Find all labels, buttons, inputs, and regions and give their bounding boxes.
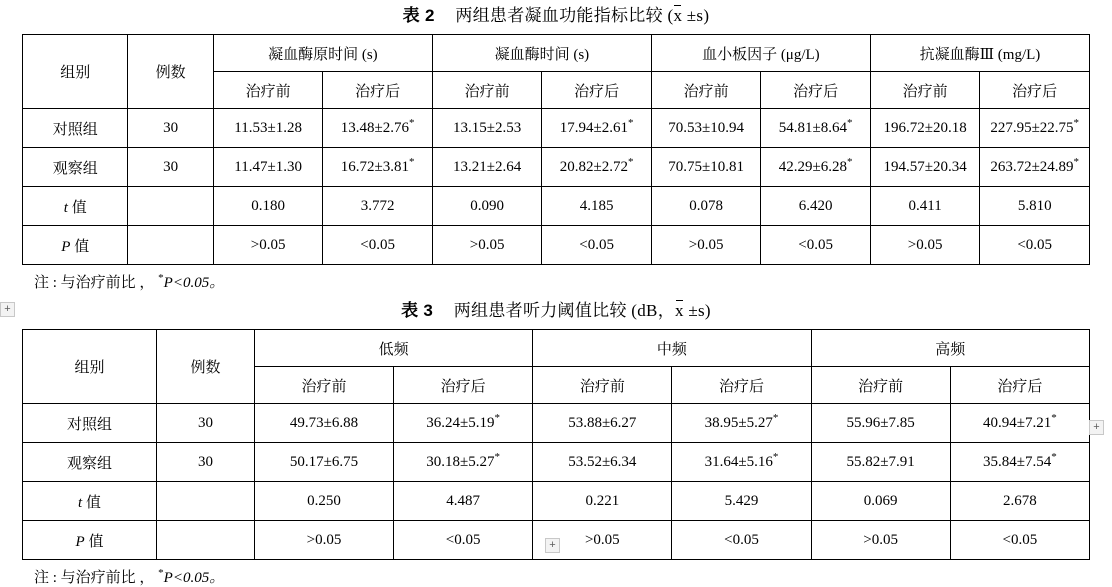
cell-value: 5.810 — [980, 187, 1090, 226]
table-note-3 — [0, 560, 1112, 587]
cell-value: >0.05 — [254, 521, 393, 560]
table-row — [23, 148, 1090, 187]
table-note-2 — [0, 265, 1112, 292]
asterisk-icon: * — [408, 155, 415, 168]
asterisk-icon: * — [408, 116, 415, 129]
table-note-2-stat: P<0.05。 — [163, 275, 225, 291]
asterisk-icon: * — [846, 116, 853, 129]
asterisk-icon: * — [158, 272, 164, 284]
row-count: 30 — [157, 443, 255, 482]
cell-value: 30.18±5.27* — [394, 443, 533, 482]
cell-value: 0.090 — [432, 187, 542, 226]
cell-value: 55.82±7.91 — [811, 443, 950, 482]
cell-value: 5.429 — [672, 482, 811, 521]
row-label: P 值 — [23, 226, 128, 265]
cell-value: 70.75±10.81 — [651, 148, 761, 187]
header-count-label: 例数 — [128, 35, 213, 109]
table-caption-number-2: 表 2 — [402, 6, 435, 25]
table-row — [23, 482, 1090, 521]
cell-value: 55.96±7.85 — [811, 404, 950, 443]
cell-value: 227.95±22.75* — [980, 109, 1090, 148]
cell-value: 50.17±6.75 — [254, 443, 393, 482]
insert-handle-bottom[interactable]: + — [545, 538, 560, 553]
asterisk-icon: * — [772, 411, 779, 424]
cell-value: 2.678 — [950, 482, 1089, 521]
header-sub-2: 治疗后 — [394, 367, 533, 404]
header-group-2: 中频 — [533, 330, 811, 367]
x-bar-symbol: x — [675, 299, 684, 323]
header-sub-2: 治疗后 — [323, 72, 433, 109]
table-caption-text-3-post: ±s) — [683, 301, 711, 320]
table-note-3-stat: P<0.05。 — [163, 570, 225, 586]
table-header-row-1 — [23, 35, 1090, 72]
row-label: 对照组 — [23, 109, 128, 148]
cell-value: <0.05 — [672, 521, 811, 560]
table-note-2-text: 注 : 与治疗前比 ， — [34, 275, 155, 291]
header-group-2: 凝血酶时间 (s) — [432, 35, 651, 72]
cell-value: <0.05 — [394, 521, 533, 560]
cell-value: 0.069 — [811, 482, 950, 521]
cell-value: 13.15±2.53 — [432, 109, 542, 148]
row-label: 对照组 — [23, 404, 157, 443]
asterisk-icon: * — [1051, 450, 1057, 463]
cell-value: 16.72±3.81* — [323, 148, 433, 187]
header-sub-4: 治疗后 — [542, 72, 652, 109]
cell-value: 196.72±20.18 — [870, 109, 980, 148]
asterisk-icon: * — [1073, 116, 1080, 129]
row-count — [128, 187, 213, 226]
header-group-label: 组别 — [23, 35, 128, 109]
header-sub-3: 治疗前 — [533, 367, 672, 404]
header-sub-5: 治疗前 — [811, 367, 950, 404]
cell-value: >0.05 — [870, 226, 980, 265]
header-sub-7: 治疗前 — [870, 72, 980, 109]
header-sub-8: 治疗后 — [980, 72, 1090, 109]
asterisk-icon: * — [1051, 411, 1057, 424]
asterisk-icon: * — [627, 155, 634, 168]
cell-value: 0.221 — [533, 482, 672, 521]
cell-value: 3.772 — [323, 187, 433, 226]
cell-value: 6.420 — [761, 187, 871, 226]
cell-value: 13.21±2.64 — [432, 148, 542, 187]
cell-value: 0.078 — [651, 187, 761, 226]
cell-value: 0.411 — [870, 187, 980, 226]
cell-value: 263.72±24.89* — [980, 148, 1090, 187]
header-sub-1: 治疗前 — [213, 72, 323, 109]
hearing-threshold-table — [22, 329, 1090, 560]
cell-value: >0.05 — [432, 226, 542, 265]
cell-value: 31.64±5.16* — [672, 443, 811, 482]
table-caption-text-2-post: ±s) — [682, 6, 710, 25]
cell-value: <0.05 — [761, 226, 871, 265]
asterisk-icon: * — [494, 411, 501, 424]
row-label: t 值 — [23, 187, 128, 226]
cell-value: >0.05 — [811, 521, 950, 560]
table-note-3-text: 注 : 与治疗前比 ， — [34, 570, 155, 586]
row-label: 观察组 — [23, 443, 157, 482]
cell-value: 11.47±1.30 — [213, 148, 323, 187]
asterisk-icon: * — [1073, 155, 1080, 168]
asterisk-icon: * — [494, 450, 501, 463]
row-count — [157, 482, 255, 521]
header-group-4: 抗凝血酶Ⅲ (mg/L) — [870, 35, 1089, 72]
row-count: 30 — [128, 148, 213, 187]
row-count — [128, 226, 213, 265]
coagulation-indicators-table — [22, 34, 1090, 265]
cell-value: 36.24±5.19* — [394, 404, 533, 443]
header-group-3: 血小板因子 (μg/L) — [651, 35, 870, 72]
cell-value: 0.250 — [254, 482, 393, 521]
row-label: t 值 — [23, 482, 157, 521]
cell-value: 53.52±6.34 — [533, 443, 672, 482]
header-sub-6: 治疗后 — [950, 367, 1089, 404]
row-count: 30 — [157, 404, 255, 443]
cell-value: 20.82±2.72* — [542, 148, 652, 187]
asterisk-icon: * — [772, 450, 779, 463]
cell-value: 194.57±20.34 — [870, 148, 980, 187]
row-count — [157, 521, 255, 560]
header-sub-5: 治疗前 — [651, 72, 761, 109]
cell-value: >0.05 — [213, 226, 323, 265]
table-row — [23, 443, 1090, 482]
asterisk-icon: * — [627, 116, 634, 129]
table-row — [23, 109, 1090, 148]
x-bar-symbol: x — [673, 4, 682, 28]
header-count-label: 例数 — [157, 330, 255, 404]
cell-value: 13.48±2.76* — [323, 109, 433, 148]
table-row — [23, 404, 1090, 443]
cell-value: 17.94±2.61* — [542, 109, 652, 148]
cell-value: 42.29±6.28* — [761, 148, 871, 187]
cell-value: 70.53±10.94 — [651, 109, 761, 148]
cell-value: 4.487 — [394, 482, 533, 521]
asterisk-icon: * — [158, 567, 164, 579]
cell-value: 54.81±8.64* — [761, 109, 871, 148]
cell-value: 53.88±6.27 — [533, 404, 672, 443]
table-caption-text-3-pre: 两组患者听力阈值比较 (dB， — [453, 301, 675, 320]
cell-value: 49.73±6.88 — [254, 404, 393, 443]
header-sub-6: 治疗后 — [761, 72, 871, 109]
cell-value: <0.05 — [542, 226, 652, 265]
table-header-row-1 — [23, 330, 1090, 367]
cell-value: >0.05 — [533, 521, 672, 560]
header-group-label: 组别 — [23, 330, 157, 404]
cell-value: <0.05 — [980, 226, 1090, 265]
table-row — [23, 226, 1090, 265]
header-sub-3: 治疗前 — [432, 72, 542, 109]
cell-value: 11.53±1.28 — [213, 109, 323, 148]
header-sub-1: 治疗前 — [254, 367, 393, 404]
insert-handle-left[interactable]: + — [0, 302, 15, 317]
row-label: P 值 — [23, 521, 157, 560]
row-label: 观察组 — [23, 148, 128, 187]
header-group-1: 低频 — [254, 330, 532, 367]
table-row — [23, 187, 1090, 226]
cell-value: <0.05 — [323, 226, 433, 265]
header-sub-4: 治疗后 — [672, 367, 811, 404]
header-group-1: 凝血酶原时间 (s) — [213, 35, 432, 72]
insert-handle-right[interactable]: + — [1089, 420, 1104, 435]
cell-value: 35.84±7.54* — [950, 443, 1089, 482]
table-caption-3 — [0, 295, 1112, 329]
table-block-2 — [0, 0, 1112, 292]
cell-value: 38.95±5.27* — [672, 404, 811, 443]
table-caption-text-2-pre: 两组患者凝血功能指标比较 ( — [455, 6, 674, 25]
cell-value: <0.05 — [950, 521, 1089, 560]
cell-value: 0.180 — [213, 187, 323, 226]
table-caption-number-3: 表 3 — [401, 301, 434, 320]
table-caption-2 — [0, 0, 1112, 34]
asterisk-icon: * — [846, 155, 853, 168]
cell-value: >0.05 — [651, 226, 761, 265]
row-count: 30 — [128, 109, 213, 148]
header-group-3: 高频 — [811, 330, 1089, 367]
cell-value: 4.185 — [542, 187, 652, 226]
cell-value: 40.94±7.21* — [950, 404, 1089, 443]
